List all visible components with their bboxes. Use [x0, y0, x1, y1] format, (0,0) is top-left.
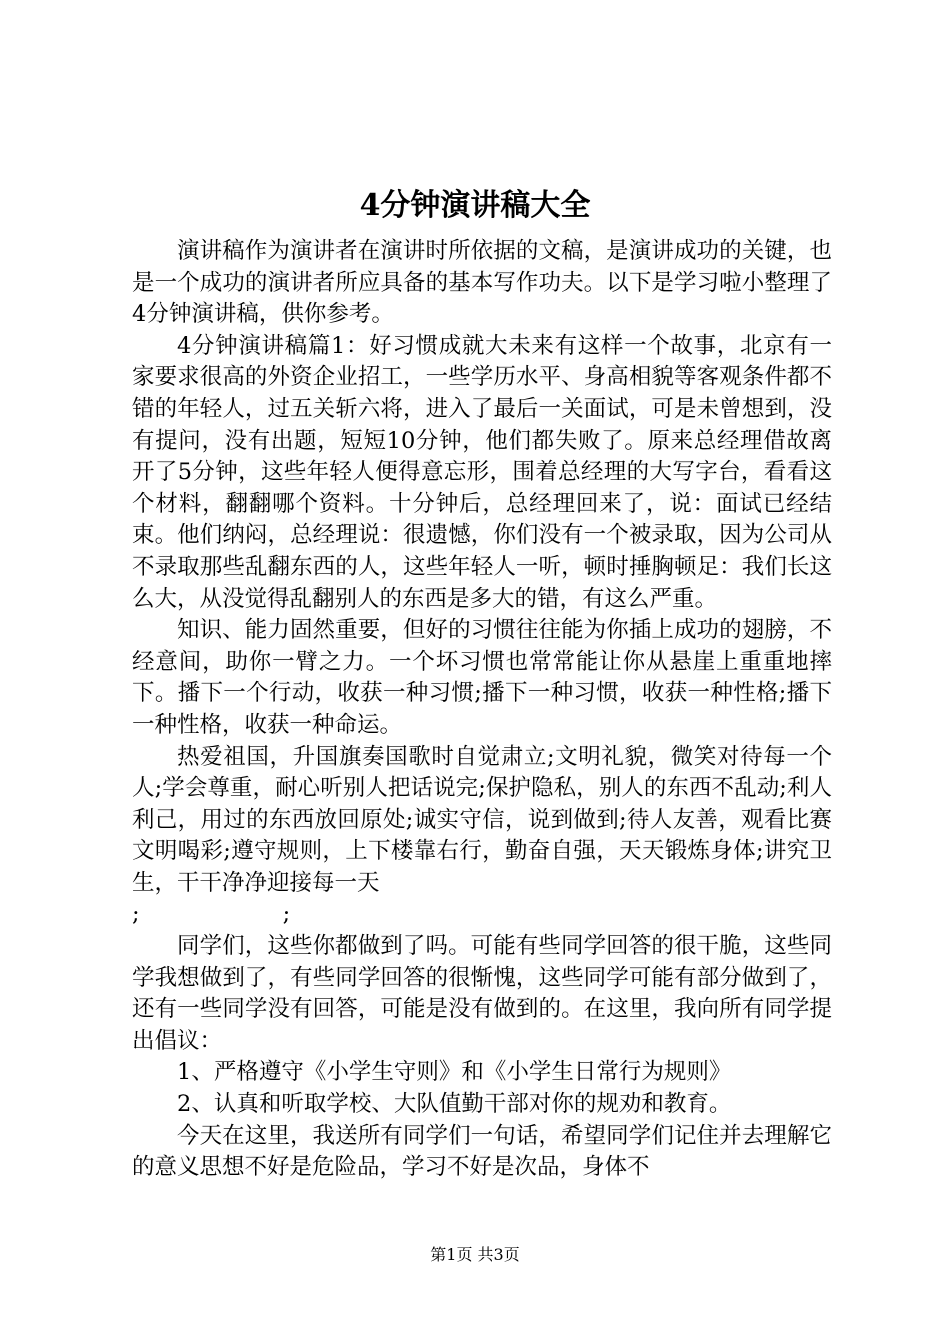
page-title: 4分钟演讲稿大全 [359, 188, 591, 223]
proposal-item-1: 1、严格遵守《小学生守则》和《小学生日常行为规则》 [177, 1059, 732, 1086]
paragraph-behaviors: 热爱祖国，升国旗奏国歌时自觉肃立;文明礼貌，微笑对待每一个人;学会尊重，耐心听别人把话说完;保护隐私，别人的东西不乱动;利人利己，用过的东西放回原处;诚实守信，说到做到;待人友善，观看比赛文明喝彩;遵守规则，上下楼靠右行，勤奋自强，天天锻炼身体;讲究卫生，干干净净迎接每一天 [132, 743, 832, 896]
paragraph-semicolons: ; ; [132, 901, 291, 928]
paragraph-students: 同学们，这些你都做到了吗。可能有些同学回答的很干脆，这些同学我想做到了，有些同学回答的很惭愧，这些同学可能有部分做到了，还有一些同学没有回答，可能是没有做到的。在这里，我向所有同学提出倡议： [132, 933, 832, 1054]
paragraph-habits: 知识、能力固然重要，但好的习惯往往能为你插上成功的翅膀，不经意间，助你一臂之力。一个坏习惯也常常能让你从悬崖上重重地摔下。播下一个行动，收获一种习惯;播下一种习惯，收获一种性格;播下一种性格，收获一种命运。 [132, 617, 832, 738]
paragraph-intro: 演讲稿作为演讲者在演讲时所依据的文稿，是演讲成功的关键，也是一个成功的演讲者所应具备的基本写作功夫。以下是学习啦小整理了4分钟演讲稿，供你参考。 [132, 238, 832, 328]
page-footer: 第1页 共3页 [430, 1245, 520, 1264]
paragraph-closing: 今天在这里，我送所有同学们一句话，希望同学们记住并去理解它的意义思想不好是危险品，学习不好是次品，身体不 [132, 1122, 832, 1181]
document-body [132, 236, 832, 1184]
paragraph-story: 4分钟演讲稿篇1：好习惯成就大未来有这样一个故事，北京有一家要求很高的外资企业招工，一些学历水平、身高相貌等客观条件都不错的年轻人，过五关斩六将，进入了最后一关面试，可是未曾想到，没有提问，没有出题，短短10分钟，他们都失败了。原来总经理借故离开了5分钟，这些年轻人便得意忘形，围着总经理的大写字台，看看这个材料，翻翻哪个资料。十分钟后，总经理回来了，说：面试已经结束。他们纳闷，总经理说：很遗憾，你们没有一个被录取，因为公司从不录取那些乱翻东西的人，这些年轻人一听，顿时捶胸顿足：我们长这么大，从没觉得乱翻别人的东西是多大的错，有这么严重。 [132, 332, 832, 612]
proposal-item-2: 2、认真和听取学校、大队值勤干部对你的规劝和教育。 [177, 1091, 732, 1118]
